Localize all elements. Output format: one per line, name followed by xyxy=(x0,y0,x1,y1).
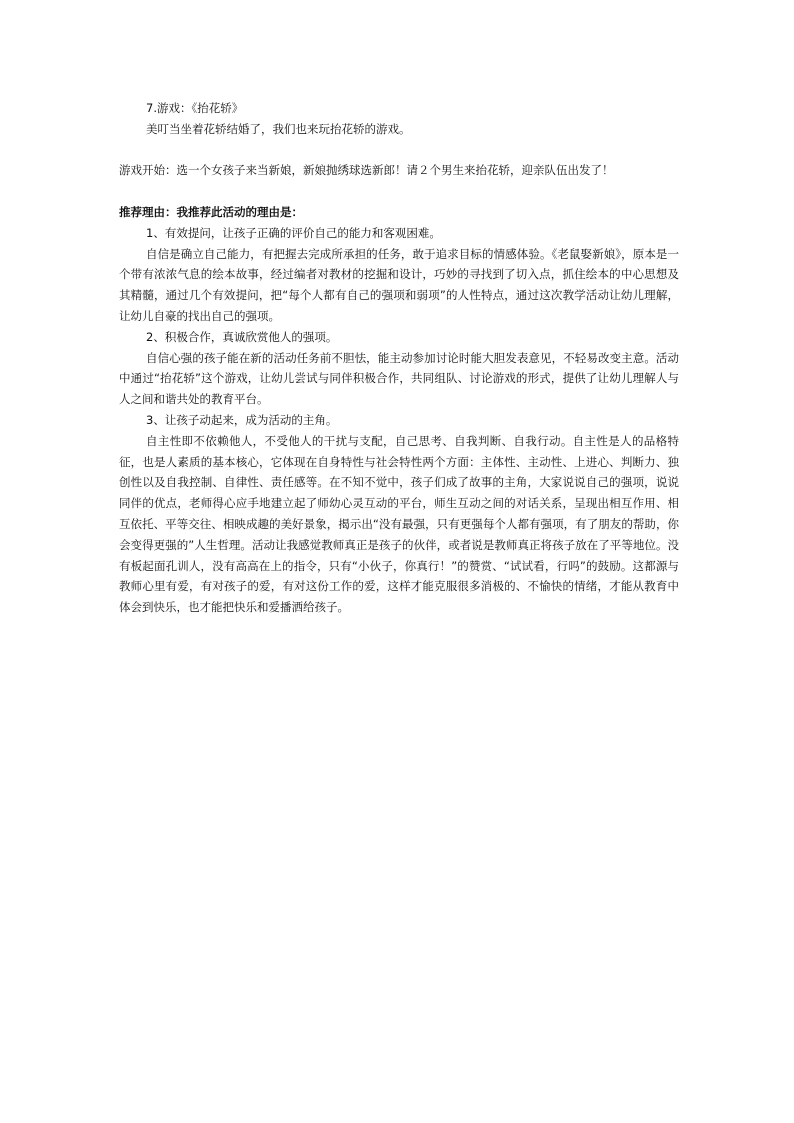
point-3-body: 自主性即不依赖他人，不受他人的干扰与支配，自己思考、自我判断、自我行动。自主性是人的品格特征，也是人素质的基本核心，它体现在自身特性与社会特性两个方面：主体性、主动性、上进心、判断力、独创性以及自我控制、自律性、责任感等。在不知不觉中，孩子们成了故事的主角，大家说说自己的强项，说说同伴的优点，老师得心应手地建立起了师幼心灵互动的平台，师生互动之间的对话关系，呈现出相互作用、相互依托、平等交往、相映成趣的美好景象，揭示出“没有最强，只有更强每个人都有强项，有了朋友的帮助，你会变得更强的”人生哲理。活动让我感觉教师真正是孩子的伙伴，或者说是教师真正将孩子放在了平等地位。没有板起面孔训人，没有高高在上的指令，只有“小伙子，你真行！”的赞赏、“试试看，行吗”的鼓励。这都源与教师心里有爱，有对孩子的爱，有对这份工作的爱，这样才能克服很多消极的、不愉快的情绪，才能从教育中体会到快乐，也才能把快乐和爱播洒给孩子。 xyxy=(119,433,679,615)
game-section-title: 7.游戏：《抬花轿》 xyxy=(146,101,244,115)
point-2-body: 自信心强的孩子能在新的活动任务前不胆怯，能主动参加讨论时能大胆发表意见，不轻易改变主意。活动中通过“抬花轿”这个游戏，让幼儿尝试与同伴积极合作，共同组队、讨论游戏的形式，提供了让幼儿理解人与人之间和谐共处的教育平台。 xyxy=(119,350,679,407)
reason-heading: 推荐理由：我推荐此活动的理由是： xyxy=(119,204,303,219)
point-3-title: 3、让孩子动起来，成为活动的主角。 xyxy=(146,412,338,427)
point-2-title: 2、积极合作，真诚欣赏他人的强项。 xyxy=(146,329,338,344)
paragraph-gap xyxy=(119,181,679,202)
game-section-intro: 美叮当坐着花轿结婚了，我们也来玩抬花轿的游戏。 xyxy=(146,121,411,136)
point-1-title: 1、有效提问，让孩子正确的评价自己的能力和客观困难。 xyxy=(146,225,441,240)
paragraph-gap xyxy=(119,140,679,161)
point-1-body: 自信是确立自己能力，有把握去完成所承担的任务，敢于追求目标的情感体验。《老鼠娶新娘》，原本是一个带有浓浓气息的绘本故事，经过编者对教材的挖掘和设计，巧妙的寻找到了切入点，抓住绘本的中心思想及其精髓，通过几个有效提问，把“每个人都有自己的强项和弱项”的人性特点，通过这次教学活动让幼儿理解，让幼儿自豪的找出自己的强项。 xyxy=(119,246,679,323)
document-body xyxy=(119,98,679,618)
game-start-paragraph: 游戏开始：选一个女孩子来当新娘，新娘抛绣球选新郎！请２个男生来抬花轿，迎亲队伍出发了！ xyxy=(119,163,614,178)
